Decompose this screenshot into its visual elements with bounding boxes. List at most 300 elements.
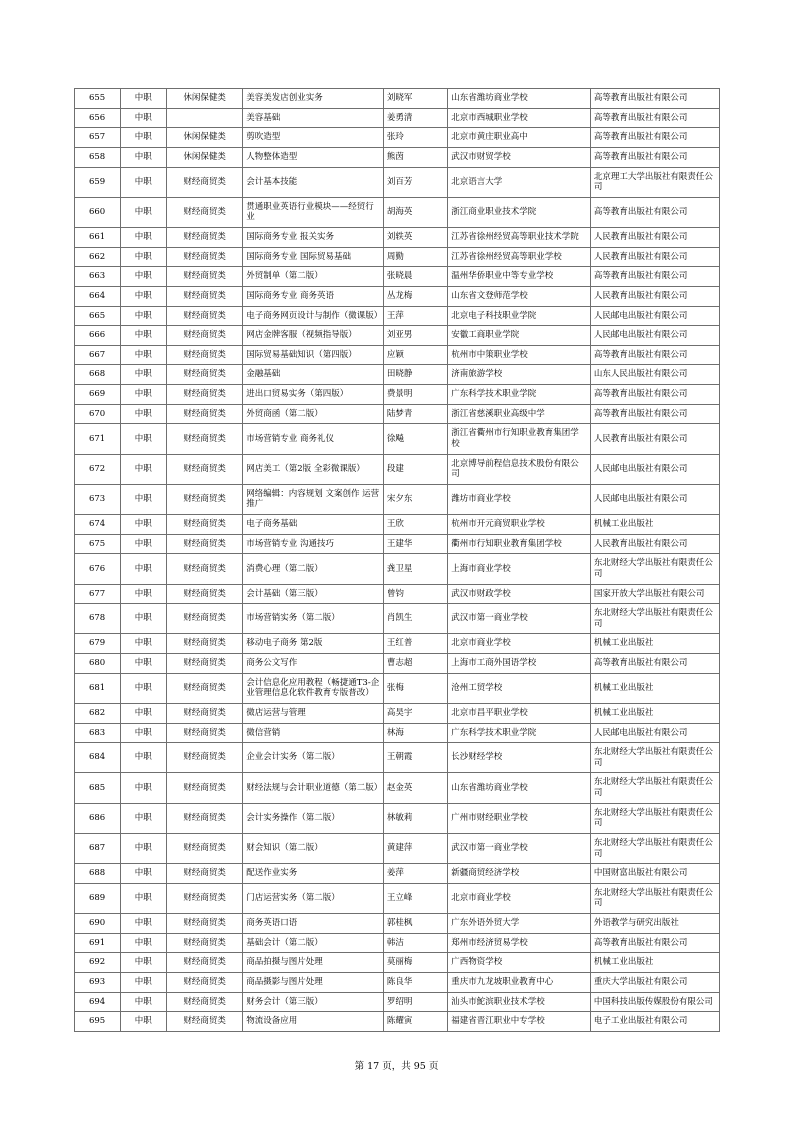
page-footer: 第 17 页，共 95 页	[354, 1060, 439, 1072]
cell-level: 中职	[120, 743, 166, 773]
table-row	[74, 365, 719, 385]
cell-book-title: 美容美发店创业实务	[243, 89, 384, 109]
cell-level: 中职	[120, 128, 166, 148]
table-row	[74, 654, 719, 674]
cell-publisher: 电子工业出版社有限公司	[590, 1012, 719, 1032]
cell-book-title: 财经法规与会计职业道德（第二版）	[243, 773, 384, 803]
cell-book-title: 电子商务网页设计与制作（微课版）	[243, 306, 384, 326]
cell-level: 中职	[120, 703, 166, 723]
table-row	[74, 833, 719, 863]
cell-level: 中职	[120, 634, 166, 654]
cell-author: 曾钧	[383, 584, 447, 604]
cell-number: 663	[74, 267, 120, 287]
cell-publisher: 人民邮电出版社有限公司	[590, 326, 719, 346]
cell-publisher: 机械工业出版社	[590, 703, 719, 723]
cell-number: 665	[74, 306, 120, 326]
cell-book-title: 财务会计（第三版）	[243, 992, 384, 1012]
cell-publisher: 高等教育出版社有限公司	[590, 267, 719, 287]
cell-book-title: 人物整体造型	[243, 147, 384, 167]
cell-book-title: 进出口贸易实务（第四版）	[243, 385, 384, 405]
cell-author: 肖凯生	[383, 604, 447, 634]
cell-category: 财经商贸类	[166, 515, 242, 535]
cell-book-title: 国际商务专业 商务英语	[243, 286, 384, 306]
cell-publisher: 山东人民出版社有限公司	[590, 365, 719, 385]
cell-number: 678	[74, 604, 120, 634]
cell-book-title: 配送作业实务	[243, 864, 384, 884]
cell-number: 685	[74, 773, 120, 803]
cell-level: 中职	[120, 864, 166, 884]
cell-author: 陆梦青	[383, 404, 447, 424]
cell-book-title: 商务公文写作	[243, 654, 384, 674]
cell-book-title: 电子商务基础	[243, 515, 384, 535]
cell-book-title: 网店金牌客服（视频指导版）	[243, 326, 384, 346]
cell-author: 林海	[383, 723, 447, 743]
cell-school: 汕头市鮀滨职业技术学校	[448, 992, 591, 1012]
cell-school: 武汉市财贸学校	[448, 147, 591, 167]
cell-category: 休闲保健类	[166, 128, 242, 148]
cell-level: 中职	[120, 803, 166, 833]
cell-book-title: 剪吹造型	[243, 128, 384, 148]
table-row	[74, 128, 719, 148]
table-row	[74, 803, 719, 833]
table-row	[74, 167, 719, 197]
cell-category: 财经商贸类	[166, 654, 242, 674]
cell-author: 姜勇清	[383, 108, 447, 128]
cell-school: 北京市黄庄职业高中	[448, 128, 591, 148]
cell-category: 财经商贸类	[166, 803, 242, 833]
cell-publisher: 人民教育出版社有限公司	[590, 228, 719, 248]
cell-publisher: 外语教学与研究出版社	[590, 914, 719, 934]
cell-publisher: 中国财富出版社有限公司	[590, 864, 719, 884]
cell-category: 财经商贸类	[166, 1012, 242, 1032]
cell-school: 北京博导前程信息技术股份有限公司	[448, 454, 591, 484]
table-row	[74, 972, 719, 992]
cell-book-title: 会计基本技能	[243, 167, 384, 197]
cell-number: 671	[74, 424, 120, 454]
cell-school: 潍坊市商业学校	[448, 484, 591, 514]
cell-school: 浙江省衢州市行知职业教育集团学校	[448, 424, 591, 454]
cell-author: 王建华	[383, 534, 447, 554]
cell-author: 黄建萍	[383, 833, 447, 863]
cell-level: 中职	[120, 424, 166, 454]
cell-book-title: 国际贸易基础知识（第四版）	[243, 345, 384, 365]
cell-author: 王立峰	[383, 883, 447, 913]
cell-category: 财经商贸类	[166, 385, 242, 405]
cell-publisher: 人民教育出版社有限公司	[590, 534, 719, 554]
cell-book-title: 市场营销专业 沟通技巧	[243, 534, 384, 554]
cell-school: 北京市西城职业学校	[448, 108, 591, 128]
cell-school: 上海市商业学校	[448, 554, 591, 584]
table-row	[74, 286, 719, 306]
cell-book-title: 美容基础	[243, 108, 384, 128]
cell-school: 浙江商业职业技术学院	[448, 197, 591, 227]
cell-level: 中职	[120, 723, 166, 743]
cell-number: 692	[74, 953, 120, 973]
cell-book-title: 消费心理（第二版）	[243, 554, 384, 584]
cell-book-title: 市场营销专业 商务礼仪	[243, 424, 384, 454]
table-row	[74, 404, 719, 424]
cell-author: 熊茵	[383, 147, 447, 167]
cell-category: 财经商贸类	[166, 326, 242, 346]
table-row	[74, 673, 719, 703]
cell-number: 682	[74, 703, 120, 723]
cell-author: 刘晓军	[383, 89, 447, 109]
textbook-table-body	[74, 89, 719, 1032]
cell-school: 山东省文登师范学校	[448, 286, 591, 306]
cell-publisher: 人民邮电出版社有限公司	[590, 723, 719, 743]
cell-number: 658	[74, 147, 120, 167]
cell-school: 杭州市中策职业学校	[448, 345, 591, 365]
cell-publisher: 高等教育出版社有限公司	[590, 108, 719, 128]
cell-book-title: 商品摄影与图片处理	[243, 972, 384, 992]
cell-category: 财经商贸类	[166, 883, 242, 913]
cell-number: 669	[74, 385, 120, 405]
cell-book-title: 财会知识（第二版）	[243, 833, 384, 863]
cell-author: 罗绍明	[383, 992, 447, 1012]
cell-category: 财经商贸类	[166, 773, 242, 803]
cell-author: 胡海英	[383, 197, 447, 227]
cell-author: 林敏莉	[383, 803, 447, 833]
cell-author: 张玲	[383, 128, 447, 148]
cell-number: 657	[74, 128, 120, 148]
cell-number: 673	[74, 484, 120, 514]
cell-number: 680	[74, 654, 120, 674]
cell-publisher: 高等教育出版社有限公司	[590, 128, 719, 148]
cell-category: 财经商贸类	[166, 833, 242, 863]
cell-author: 陈耀寅	[383, 1012, 447, 1032]
cell-number: 684	[74, 743, 120, 773]
cell-level: 中职	[120, 167, 166, 197]
cell-school: 新疆商贸经济学校	[448, 864, 591, 884]
cell-book-title: 网店美工（第2版 全彩微课版）	[243, 454, 384, 484]
cell-publisher: 高等教育出版社有限公司	[590, 89, 719, 109]
cell-category: 财经商贸类	[166, 584, 242, 604]
cell-author: 张梅	[383, 673, 447, 703]
cell-book-title: 商品拍摄与图片处理	[243, 953, 384, 973]
table-row	[74, 864, 719, 884]
cell-category: 财经商贸类	[166, 723, 242, 743]
cell-category: 财经商贸类	[166, 286, 242, 306]
cell-category: 财经商贸类	[166, 167, 242, 197]
cell-school: 广东外语外贸大学	[448, 914, 591, 934]
cell-level: 中职	[120, 345, 166, 365]
cell-school: 武汉市财政学校	[448, 584, 591, 604]
cell-number: 675	[74, 534, 120, 554]
cell-number: 661	[74, 228, 120, 248]
cell-publisher: 高等教育出版社有限公司	[590, 933, 719, 953]
cell-number: 668	[74, 365, 120, 385]
cell-school: 福建省晋江职业中专学校	[448, 1012, 591, 1032]
cell-publisher: 东北财经大学出版社有限责任公司	[590, 833, 719, 863]
table-row	[74, 743, 719, 773]
cell-publisher: 人民教育出版社有限公司	[590, 247, 719, 267]
table-row	[74, 147, 719, 167]
cell-author: 王朝霞	[383, 743, 447, 773]
cell-level: 中职	[120, 89, 166, 109]
cell-level: 中职	[120, 454, 166, 484]
table-row	[74, 89, 719, 109]
table-row	[74, 604, 719, 634]
cell-level: 中职	[120, 365, 166, 385]
cell-book-title: 会计基础（第三版）	[243, 584, 384, 604]
cell-publisher: 高等教育出版社有限公司	[590, 404, 719, 424]
cell-publisher: 机械工业出版社	[590, 953, 719, 973]
cell-author: 田晓静	[383, 365, 447, 385]
cell-school: 江苏省徐州经贸高等职业学校	[448, 247, 591, 267]
cell-author: 丛龙梅	[383, 286, 447, 306]
cell-school: 郑州市经济贸易学校	[448, 933, 591, 953]
cell-category: 财经商贸类	[166, 365, 242, 385]
table-row	[74, 228, 719, 248]
cell-number: 660	[74, 197, 120, 227]
cell-number: 670	[74, 404, 120, 424]
cell-publisher: 东北财经大学出版社有限责任公司	[590, 604, 719, 634]
cell-author: 宋夕东	[383, 484, 447, 514]
cell-book-title: 移动电子商务 第2版	[243, 634, 384, 654]
table-row	[74, 306, 719, 326]
table-row	[74, 197, 719, 227]
cell-school: 浙江省慈溪职业高级中学	[448, 404, 591, 424]
cell-category: 财经商贸类	[166, 992, 242, 1012]
table-row	[74, 584, 719, 604]
cell-school: 北京电子科技职业学院	[448, 306, 591, 326]
table-row	[74, 267, 719, 287]
cell-level: 中职	[120, 197, 166, 227]
cell-level: 中职	[120, 515, 166, 535]
cell-level: 中职	[120, 972, 166, 992]
cell-level: 中职	[120, 933, 166, 953]
cell-author: 应颖	[383, 345, 447, 365]
cell-publisher: 人民教育出版社有限公司	[590, 424, 719, 454]
cell-author: 段建	[383, 454, 447, 484]
cell-publisher: 机械工业出版社	[590, 515, 719, 535]
cell-book-title: 商务英语口语	[243, 914, 384, 934]
cell-number: 679	[74, 634, 120, 654]
cell-number: 666	[74, 326, 120, 346]
cell-level: 中职	[120, 108, 166, 128]
cell-school: 沧州工贸学校	[448, 673, 591, 703]
cell-category: 财经商贸类	[166, 933, 242, 953]
cell-author: 张晓晨	[383, 267, 447, 287]
table-row	[74, 914, 719, 934]
cell-level: 中职	[120, 604, 166, 634]
table-row	[74, 424, 719, 454]
cell-category: 财经商贸类	[166, 914, 242, 934]
cell-number: 694	[74, 992, 120, 1012]
cell-school: 济南旅游学校	[448, 365, 591, 385]
cell-school: 北京市商业学校	[448, 883, 591, 913]
cell-level: 中职	[120, 953, 166, 973]
cell-level: 中职	[120, 286, 166, 306]
cell-level: 中职	[120, 228, 166, 248]
cell-number: 693	[74, 972, 120, 992]
cell-level: 中职	[120, 306, 166, 326]
cell-school: 山东省潍坊商业学校	[448, 773, 591, 803]
cell-category: 财经商贸类	[166, 634, 242, 654]
cell-school: 武汉市第一商业学校	[448, 604, 591, 634]
cell-school: 江苏省徐州经贸高等职业技术学院	[448, 228, 591, 248]
cell-category: 财经商贸类	[166, 484, 242, 514]
cell-number: 677	[74, 584, 120, 604]
cell-school: 杭州市开元商贸职业学校	[448, 515, 591, 535]
cell-book-title: 微信营销	[243, 723, 384, 743]
cell-publisher: 东北财经大学出版社有限责任公司	[590, 773, 719, 803]
cell-book-title: 会计信息化应用教程（畅捷通T3-企业管理信息化软件教育专版普改）	[243, 673, 384, 703]
cell-level: 中职	[120, 833, 166, 863]
cell-school: 温州华侨职业中等专业学校	[448, 267, 591, 287]
cell-number: 686	[74, 803, 120, 833]
cell-publisher: 高等教育出版社有限公司	[590, 197, 719, 227]
cell-book-title: 企业会计实务（第二版）	[243, 743, 384, 773]
cell-book-title: 网络编辑：内容规划 文案创作 运营推广	[243, 484, 384, 514]
cell-school: 北京市昌平职业学校	[448, 703, 591, 723]
cell-school: 衢州市行知职业教育集团学校	[448, 534, 591, 554]
cell-number: 667	[74, 345, 120, 365]
cell-category: 财经商贸类	[166, 197, 242, 227]
table-row	[74, 1012, 719, 1032]
cell-publisher: 高等教育出版社有限公司	[590, 654, 719, 674]
cell-number: 655	[74, 89, 120, 109]
cell-publisher: 机械工业出版社	[590, 673, 719, 703]
table-row	[74, 385, 719, 405]
cell-book-title: 国际商务专业 国际贸易基础	[243, 247, 384, 267]
table-row	[74, 534, 719, 554]
cell-book-title: 门店运营实务（第二版）	[243, 883, 384, 913]
cell-level: 中职	[120, 326, 166, 346]
cell-category: 财经商贸类	[166, 228, 242, 248]
cell-author: 曹志超	[383, 654, 447, 674]
cell-publisher: 人民邮电出版社有限公司	[590, 484, 719, 514]
cell-category: 财经商贸类	[166, 703, 242, 723]
cell-level: 中职	[120, 1012, 166, 1032]
cell-author: 王欣	[383, 515, 447, 535]
table-row	[74, 992, 719, 1012]
cell-category: 财经商贸类	[166, 864, 242, 884]
cell-category: 财经商贸类	[166, 345, 242, 365]
cell-level: 中职	[120, 584, 166, 604]
cell-publisher: 东北财经大学出版社有限责任公司	[590, 883, 719, 913]
table-row	[74, 326, 719, 346]
cell-level: 中职	[120, 883, 166, 913]
cell-author: 周勤	[383, 247, 447, 267]
cell-category: 财经商贸类	[166, 247, 242, 267]
cell-school: 上海市工商外国语学校	[448, 654, 591, 674]
cell-school: 山东省潍坊商业学校	[448, 89, 591, 109]
cell-book-title: 外贸商函（第二版）	[243, 404, 384, 424]
cell-author: 王红普	[383, 634, 447, 654]
textbook-table	[74, 88, 720, 1032]
cell-number: 656	[74, 108, 120, 128]
cell-number: 659	[74, 167, 120, 197]
cell-publisher: 北京理工大学出版社有限责任公司	[590, 167, 719, 197]
cell-level: 中职	[120, 385, 166, 405]
cell-number: 689	[74, 883, 120, 913]
cell-level: 中职	[120, 534, 166, 554]
cell-author: 刘百芳	[383, 167, 447, 197]
cell-school: 北京市商业学校	[448, 634, 591, 654]
cell-level: 中职	[120, 673, 166, 703]
cell-publisher: 机械工业出版社	[590, 634, 719, 654]
cell-author: 龚卫星	[383, 554, 447, 584]
table-row	[74, 247, 719, 267]
cell-category	[166, 108, 242, 128]
cell-author: 陈良华	[383, 972, 447, 992]
cell-category: 财经商贸类	[166, 267, 242, 287]
cell-book-title: 国际商务专业 报关实务	[243, 228, 384, 248]
cell-school: 武汉市第一商业学校	[448, 833, 591, 863]
cell-number: 676	[74, 554, 120, 584]
table-row	[74, 723, 719, 743]
cell-publisher: 高等教育出版社有限公司	[590, 345, 719, 365]
cell-category: 财经商贸类	[166, 534, 242, 554]
cell-publisher: 中国科技出版传媒股份有限公司	[590, 992, 719, 1012]
cell-category: 财经商贸类	[166, 404, 242, 424]
cell-level: 中职	[120, 773, 166, 803]
cell-book-title: 贯通职业英语行业模块——经贸行业	[243, 197, 384, 227]
cell-level: 中职	[120, 484, 166, 514]
cell-number: 681	[74, 673, 120, 703]
cell-school: 北京语言大学	[448, 167, 591, 197]
cell-level: 中职	[120, 267, 166, 287]
table-row	[74, 345, 719, 365]
table-row	[74, 953, 719, 973]
cell-category: 财经商贸类	[166, 454, 242, 484]
cell-school: 广东科学技术职业学院	[448, 723, 591, 743]
table-row	[74, 634, 719, 654]
table-row	[74, 773, 719, 803]
cell-book-title: 物流设备应用	[243, 1012, 384, 1032]
cell-level: 中职	[120, 554, 166, 584]
cell-author: 刘轶英	[383, 228, 447, 248]
cell-publisher: 重庆大学出版社有限公司	[590, 972, 719, 992]
table-row	[74, 454, 719, 484]
cell-book-title: 基础会计（第二版）	[243, 933, 384, 953]
cell-book-title: 外贸制单（第二版）	[243, 267, 384, 287]
cell-number: 691	[74, 933, 120, 953]
cell-book-title: 金融基础	[243, 365, 384, 385]
cell-publisher: 东北财经大学出版社有限责任公司	[590, 554, 719, 584]
cell-school: 重庆市九龙坡职业教育中心	[448, 972, 591, 992]
table-row	[74, 883, 719, 913]
cell-category: 财经商贸类	[166, 953, 242, 973]
cell-publisher: 东北财经大学出版社有限责任公司	[590, 743, 719, 773]
cell-author: 莫丽梅	[383, 953, 447, 973]
cell-publisher: 东北财经大学出版社有限责任公司	[590, 803, 719, 833]
cell-number: 674	[74, 515, 120, 535]
cell-author: 郭桂枫	[383, 914, 447, 934]
table-row	[74, 703, 719, 723]
cell-publisher: 人民教育出版社有限公司	[590, 286, 719, 306]
cell-publisher: 国家开放大学出版社有限公司	[590, 584, 719, 604]
cell-number: 690	[74, 914, 120, 934]
cell-level: 中职	[120, 404, 166, 424]
cell-level: 中职	[120, 654, 166, 674]
cell-category: 财经商贸类	[166, 306, 242, 326]
table-row	[74, 933, 719, 953]
cell-number: 687	[74, 833, 120, 863]
cell-number: 672	[74, 454, 120, 484]
cell-school: 广西物资学校	[448, 953, 591, 973]
cell-level: 中职	[120, 992, 166, 1012]
cell-number: 664	[74, 286, 120, 306]
cell-category: 休闲保健类	[166, 147, 242, 167]
cell-category: 财经商贸类	[166, 604, 242, 634]
cell-category: 财经商贸类	[166, 972, 242, 992]
cell-book-title: 市场营销实务（第二版）	[243, 604, 384, 634]
cell-publisher: 人民邮电出版社有限公司	[590, 306, 719, 326]
cell-book-title: 会计实务操作（第二版）	[243, 803, 384, 833]
cell-level: 中职	[120, 147, 166, 167]
